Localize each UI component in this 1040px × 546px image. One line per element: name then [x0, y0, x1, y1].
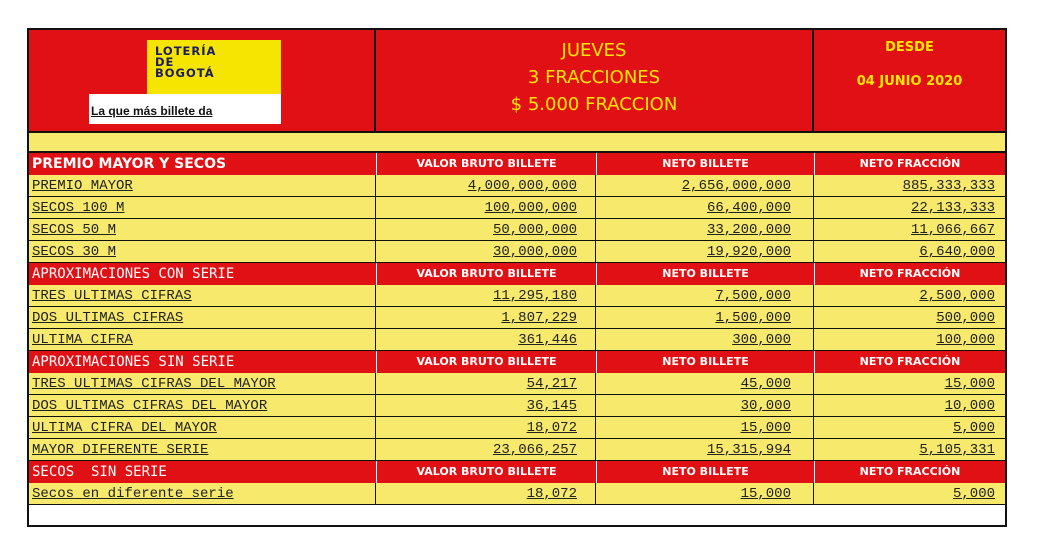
neto-billete: 7,500,000 [596, 285, 814, 307]
draw-info [376, 30, 814, 131]
table-row [29, 417, 1005, 439]
table-row [29, 329, 1005, 351]
section-title: APROXIMACIONES SIN SERIE [32, 354, 235, 370]
valor-bruto-billete: 54,217 [376, 373, 596, 395]
neto-fraccion: 5,000 [814, 417, 1005, 439]
column-header-neto-billete: NETO BILLETE [596, 351, 814, 373]
column-header-neto-fraccion: NETO FRACCIÓN [814, 351, 1005, 373]
logo-line: DE [155, 55, 175, 69]
column-header-valor-bruto: VALOR BRUTO BILLETE [376, 263, 596, 285]
section-title: APROXIMACIONES CON SERIE [32, 266, 235, 282]
prize-name: ULTIMA CIFRA [29, 329, 376, 351]
neto-fraccion: 6,640,000 [814, 241, 1005, 263]
column-header-valor-bruto: VALOR BRUTO BILLETE [376, 351, 596, 373]
logo-line: BOGOTÁ [155, 66, 215, 80]
effective-date-value: 04 JUNIO 2020 [856, 74, 963, 89]
prize-name: SECOS 100 M [29, 197, 376, 219]
neto-billete: 2,656,000,000 [596, 175, 814, 197]
valor-bruto-billete: 11,295,180 [376, 285, 596, 307]
prize-name: Secos en diferente serie [29, 483, 376, 505]
spacer-row [29, 131, 1005, 153]
valor-bruto-billete: 361,446 [376, 329, 596, 351]
valor-bruto-billete: 50,000,000 [376, 219, 596, 241]
table-row [29, 241, 1005, 263]
table-row [29, 307, 1005, 329]
table-row [29, 175, 1005, 197]
valor-bruto-billete: 1,807,229 [376, 307, 596, 329]
neto-billete: 1,500,000 [596, 307, 814, 329]
column-header-valor-bruto: VALOR BRUTO BILLETE [376, 461, 596, 483]
neto-fraccion: 15,000 [814, 373, 1005, 395]
section-title: SECOS SIN SERIE [32, 464, 167, 480]
neto-billete: 19,920,000 [596, 241, 814, 263]
column-header-neto-billete: NETO BILLETE [596, 263, 814, 285]
prize-name: TRES ULTIMAS CIFRAS [29, 285, 376, 307]
column-header-neto-billete: NETO BILLETE [596, 153, 814, 175]
neto-billete: 300,000 [596, 329, 814, 351]
loteria-logo [89, 40, 281, 124]
section-title: PREMIO MAYOR Y SECOS [32, 156, 227, 172]
neto-fraccion: 10,000 [814, 395, 1005, 417]
prize-name: ULTIMA CIFRA DEL MAYOR [29, 417, 376, 439]
column-header-neto-fraccion: NETO FRACCIÓN [814, 461, 1005, 483]
section-header [29, 351, 1005, 373]
logo-cell [29, 30, 376, 131]
neto-billete: 30,000 [596, 395, 814, 417]
draw-fractions: 3 FRACCIONES [527, 67, 661, 88]
column-header-neto-fraccion: NETO FRACCIÓN [814, 153, 1005, 175]
table-row [29, 439, 1005, 461]
neto-fraccion: 11,066,667 [814, 219, 1005, 241]
neto-fraccion: 5,105,331 [814, 439, 1005, 461]
valor-bruto-billete: 18,072 [376, 483, 596, 505]
neto-fraccion: 22,133,333 [814, 197, 1005, 219]
valor-bruto-billete: 30,000,000 [376, 241, 596, 263]
prize-name: SECOS 30 M [29, 241, 376, 263]
logo-red-block [89, 40, 147, 94]
logo-tagline: La que más billete da [91, 104, 213, 118]
neto-billete: 45,000 [596, 373, 814, 395]
valor-bruto-billete: 100,000,000 [376, 197, 596, 219]
prize-sheet [27, 28, 1007, 527]
neto-fraccion: 100,000 [814, 329, 1005, 351]
column-header-neto-fraccion: NETO FRACCIÓN [814, 263, 1005, 285]
logo-wordmark [155, 46, 275, 79]
neto-fraccion: 5,000 [814, 483, 1005, 505]
section-header [29, 153, 1005, 175]
neto-billete: 15,315,994 [596, 439, 814, 461]
neto-billete: 66,400,000 [596, 197, 814, 219]
section-header [29, 461, 1005, 483]
header-band [29, 30, 1005, 131]
prize-name: DOS ULTIMAS CIFRAS DEL MAYOR [29, 395, 376, 417]
prize-name: DOS ULTIMAS CIFRAS [29, 307, 376, 329]
valor-bruto-billete: 23,066,257 [376, 439, 596, 461]
prize-table [29, 153, 1005, 505]
neto-fraccion: 885,333,333 [814, 175, 1005, 197]
prize-name: TRES ULTIMAS CIFRAS DEL MAYOR [29, 373, 376, 395]
column-header-valor-bruto: VALOR BRUTO BILLETE [376, 153, 596, 175]
valor-bruto-billete: 36,145 [376, 395, 596, 417]
neto-fraccion: 500,000 [814, 307, 1005, 329]
valor-bruto-billete: 4,000,000,000 [376, 175, 596, 197]
column-header-neto-billete: NETO BILLETE [596, 461, 814, 483]
effective-date-label: DESDE [885, 40, 934, 55]
neto-billete: 33,200,000 [596, 219, 814, 241]
neto-billete: 15,000 [596, 483, 814, 505]
fraction-price: $ 5.000 FRACCION [510, 94, 678, 115]
neto-billete: 15,000 [596, 417, 814, 439]
valor-bruto-billete: 18,072 [376, 417, 596, 439]
prize-name: MAYOR DIFERENTE SERIE [29, 439, 376, 461]
table-row [29, 483, 1005, 505]
table-row [29, 197, 1005, 219]
table-row [29, 373, 1005, 395]
prize-name: SECOS 50 M [29, 219, 376, 241]
effective-date [814, 30, 1005, 131]
prize-name: PREMIO MAYOR [29, 175, 376, 197]
draw-day: JUEVES [561, 40, 627, 61]
section-header [29, 263, 1005, 285]
table-row [29, 285, 1005, 307]
neto-fraccion: 2,500,000 [814, 285, 1005, 307]
table-row [29, 395, 1005, 417]
logo-line: LOTERÍA [155, 44, 217, 58]
table-row [29, 219, 1005, 241]
